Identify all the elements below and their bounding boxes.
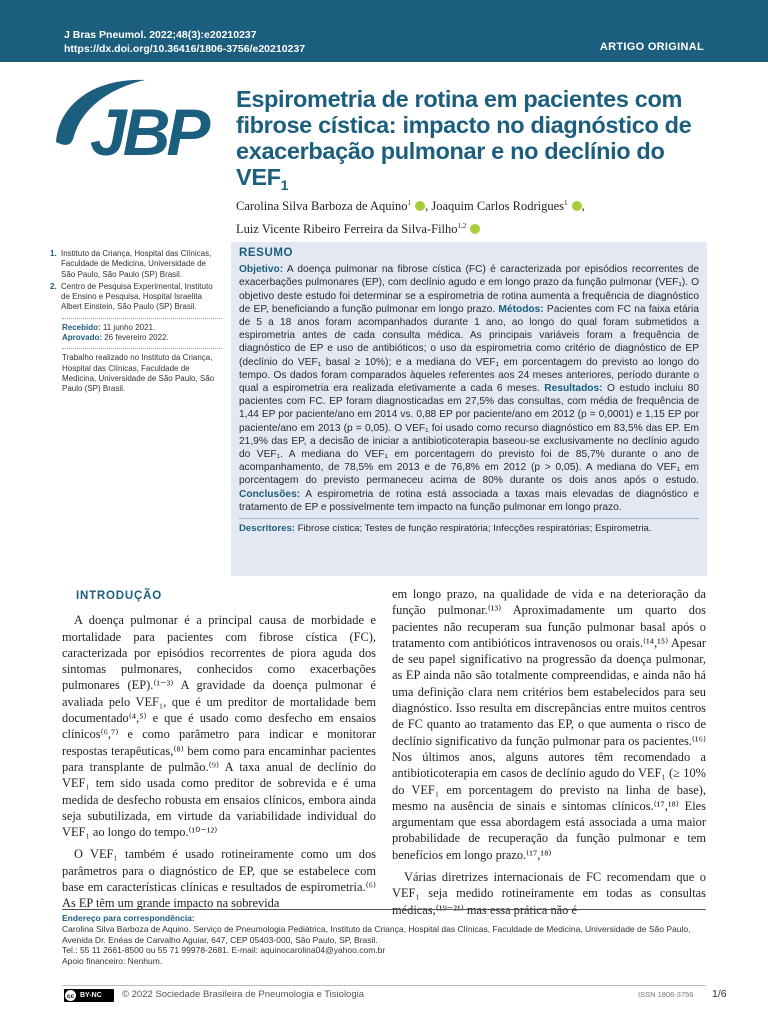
orcid-icon[interactable] [572, 201, 582, 211]
affiliation-item [50, 249, 222, 280]
results-text: O estudo incluiu 80 pacientes com FC. EP foram diagnosticadas em 27,5% das consultas, com média de frequência de 1,44 EP por paciente/ano em 2014 vs. 0,88 EP por paciente/ano em 2012 (p = 0,0001) e 1,15 EP por paciente/ano em 2013 (p = 0,05). O VEF₁ foi usado como recurso diagnóstico em 83,5% das EP. Em 21,9% das EP, a decisão de iniciar a antibioticoterapia baseou-se exclusivamente no declínio agudo do VEF₁. A mediana do VEF₁ em porcentagem do previsto foi de 85,7% durante o ano de acompanhamento, de 78,5% em 2013 e de 76,8% em 2012 (p > 0,05). A mediana do VEF₁ em porcentagem do previsto permaneceu acima de 80% durante os dois anos após o estudo. [239, 383, 699, 487]
journal-citation: J Bras Pneumol. 2022;48(3):e20210237 [64, 29, 257, 41]
affiliation-number: 2. [50, 281, 57, 291]
author-name: Luiz Vicente Ribeiro Ferreira da Silva-Filho [236, 222, 458, 237]
affiliation-number: 1. [50, 249, 57, 258]
jbp-swoosh-logo [50, 70, 230, 170]
funding-note: Apoio financeiro: Nenhum. [62, 956, 163, 967]
submission-dates [50, 323, 222, 344]
conclusions-label: Conclusões: [239, 488, 301, 500]
correspondence-heading: Endereço para correspondência: [62, 913, 195, 923]
divider [62, 985, 706, 986]
conclusions-text: A espirometria de rotina está associada a taxas mais elevadas de diagnóstico e tratamento de EP e possivelmente tem impacto na função pulmonar em longo prazo. [239, 488, 699, 513]
body-paragraph: em longo prazo, na qualidade de vida e na deterioração da função pulmonar.⁽¹³⁾ Aproximadamente um quarto dos pacientes não recuperam sua função pulmonar basal após o tratamento com antibióticos intravenosos ou orais.⁽¹⁴,¹⁵⁾ Apesar de seu papel significativo na progressão da doença pulmonar, as EP ainda não são totalmente compreendidas, e ainda não há uma definição clara nem critérios bem estabelecidos para seu diagnóstico. Isso resulta em discrepâncias entre muitos centros de FC quanto ao tratamento das EP, o que aumenta o risco de declínio significativo da função pulmonar para os pacientes.⁽¹⁶⁾ Nos últimos anos, alguns autores têm recomendado a antibioticoterapia em casos de declínio agudo do VEF₁ (≥ 10% do VEF₁ em porcentagem do previsto na linha de base), mesmo na ausência de sinais e sintomas clínicos.⁽¹⁷,¹⁸⁾ Eles argumentam que essa abordagem está associada a uma maior probabilidade de recuperação da função pulmonar e tem benefícios em longo prazo.⁽¹⁷,¹⁸⁾ [392, 587, 706, 862]
article-type-label: ARTIGO ORIGINAL [599, 41, 704, 53]
author-separator: , [425, 199, 429, 214]
license-label: BY-NC [80, 992, 102, 999]
abstract-box [231, 242, 707, 576]
body-column-right [392, 586, 706, 918]
title-text: Espirometria de rotina em pacientes com fibrose cística: impacto no diagnóstico de exacerbação pulmonar e no declínio do VEF [236, 86, 692, 190]
approved-date: 26 fevereiro 2022. [104, 333, 169, 343]
correspondence-contact: Tel.: 55 11 2661-8500 ou 55 71 99978-2681. E-mail: aquinocarolina04@yahoo.com.br [62, 945, 386, 956]
journal-header-bar [0, 0, 768, 62]
body-paragraph: A doença pulmonar é a principal causa de morbidade e mortalidade para pacientes com fibrose cística (FC), caracterizada por episódios recorrentes de piora aguda dos sintomas pulmonares, conhecidos como exacerbações pulmonares (EP).⁽¹⁻³⁾ A gravidade da doença pulmonar é avaliada pelo VEF₁, que é um preditor de mortalidade bem documentado⁽⁴,⁵⁾ e que é usado como desfecho em ensaios clínicos⁽⁶,⁷⁾ e como parâmetro para indicar e monitorar respostas terapêuticas,⁽⁸⁾ bem como para encaminhar pacientes para transplante de pulmão.⁽⁹⁾ A taxa anual de declínio do VEF₁ tem sido usada como preditor de sobrevida e é uma medida de desfecho robusta em ensaios clínicos, embora ainda seja subutilizada, em virtude da variabilidade individual do VEF₁ ao longo do tempo.⁽¹⁰⁻¹²⁾ [62, 613, 376, 840]
author-affiliation-marker: 1 [564, 199, 568, 207]
affiliation-text: Instituto da Criança, Hospital das Clínicas, Faculdade de Medicina, Universidade de São Paulo, São Paulo (SP) Brasil. [61, 249, 212, 279]
article-title [236, 86, 706, 198]
issn-label: ISSN 1806-3756 [638, 990, 694, 999]
cc-license-badge[interactable] [64, 989, 114, 1002]
body-paragraph: O VEF₁ também é usado rotineiramente como um dos parâmetros para o diagnóstico de EP, que se estabelece com base em características clínicas e resultados de espirometria.⁽⁶⁾ As EP têm um grande impacto na sobrevida [62, 847, 376, 911]
affiliation-item [50, 282, 222, 313]
correspondence-block [62, 913, 706, 967]
logo-text: JBP [90, 95, 207, 169]
keywords [239, 518, 699, 535]
author-affiliation-marker: 1,2 [457, 222, 467, 231]
divider [62, 348, 222, 349]
results-label: Resultados: [544, 383, 603, 395]
journal-reference [64, 28, 305, 56]
author-separator: , [581, 199, 585, 214]
abstract-heading: RESUMO [239, 247, 294, 259]
body-column-left [62, 586, 376, 912]
objective-label: Objetivo: [239, 264, 284, 276]
author-name: Joaquim Carlos Rodrigues [431, 199, 565, 214]
copyright-notice: © 2022 Sociedade Brasileira de Pneumologia e Tisiologia [122, 989, 365, 1000]
received-label: Recebido: [62, 322, 101, 332]
abstract-text [239, 263, 699, 514]
institution-note: Trabalho realizado no Instituto da Criança, Hospital das Clínicas, Faculdade de Medicina, Universidade de São Paulo, São Paulo (SP) Brasil. [62, 353, 215, 394]
title-subscript: 1 [280, 177, 289, 193]
body-paragraph: Várias diretrizes internacionais de FC recomendam que o VEF₁ seja medido rotineiramente em todas as consultas médicas,⁽¹⁹⁻²¹⁾ mas essa prática não é [392, 870, 706, 917]
cc-icon: cc [64, 989, 77, 1002]
orcid-icon[interactable] [470, 224, 480, 234]
objective-text: A doença pulmonar na fibrose cística (FC) é caracterizada por episódios recorrentes de exacerbações pulmonares (EP), com declínio agudo e em longo prazo da função pulmonar (VEF₁). O objetivo deste estudo foi determinar se a espirometria de rotina aumenta a frequência de diagnóstico de EP, beneficiando a função pulmonar em longo prazo. [239, 264, 699, 315]
orcid-icon[interactable] [415, 201, 425, 211]
affiliations-sidebar [50, 249, 222, 395]
correspondence-address: Carolina Silva Barboza de Aquino. Serviço de Pneumologia Pediátrica, Instituto da Criança, Hospital das Clínicas, Faculdade de Medicina, Universidade de São Paulo, Avenida Dr. Enéas de Carvalho Aguiar, 647, CEP 05403-000, São Paulo, SP, Brasil. [62, 923, 691, 945]
affiliation-text: Centro de Pesquisa Experimental, Instituto de Ensino e Pesquisa, Hospital Israelita Albert Einstein, São Paulo (SP) Brasil. [61, 281, 213, 312]
methods-text: Pacientes com FC na faixa etária de 5 a 18 anos foram acompanhados durante 1 ano, ao longo do qual foram submetidos a espirometria antes de cada consulta médica. As principais variáveis foram a frequência de diagnóstico de EP e uso de antibióticos; o uso da espirometria como critério de diagnóstico de EP (declínio do VEF₁ basal ≥ 10%); e a mediana do VEF₁ em porcentagem do previsto ao longo do tempo. Os dados foram comparados àqueles referentes aos 24 meses anteriores, período durante o qual a espirometria era realizada eletivamente a cada 6 meses. [239, 303, 699, 395]
author-name: Carolina Silva Barboza de Aquino [236, 199, 408, 214]
descriptors-text: Fibrose cística; Testes de função respiratória; Infecções respiratórias; Espirometria. [295, 523, 652, 535]
divider [62, 909, 706, 910]
introduction-heading: INTRODUÇÃO [76, 590, 162, 602]
methods-label: Métodos: [498, 303, 544, 315]
received-date: 11 junho 2021. [102, 322, 156, 332]
doi-link[interactable]: https://dx.doi.org/10.36416/1806-3756/e20210237 [64, 43, 306, 55]
author-list [236, 193, 706, 239]
page-number: 1/6 [712, 988, 727, 1000]
descriptors-label: Descritores: [239, 523, 295, 535]
author-affiliation-marker: 1 [407, 199, 411, 207]
divider [62, 318, 222, 319]
approved-label: Aprovado: [62, 333, 102, 343]
